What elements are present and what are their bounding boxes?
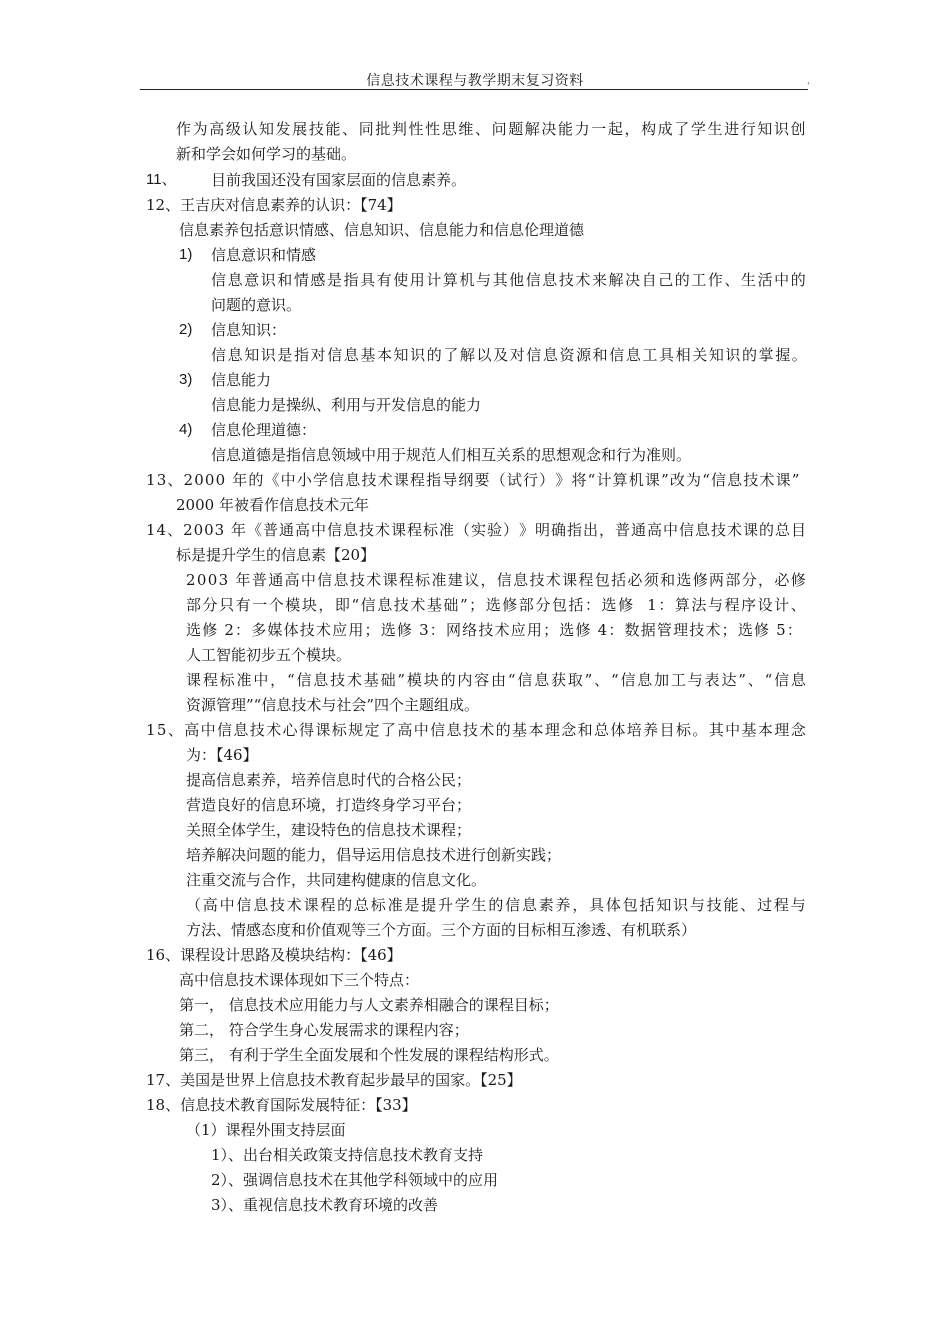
item-15-principle-3: 关照全体学生，建设特色的信息技术课程； (186, 821, 472, 839)
item-15-line-2: 为：【46】 (186, 746, 258, 764)
subitem-1-title: 信息意识和情感 (211, 246, 317, 264)
header-rule (140, 89, 808, 90)
subitem-4-title: 信息伦理道德： (211, 421, 317, 439)
item-16-summary: 高中信息技术课体现如下三个特点： (179, 971, 420, 989)
intro-line-1: 作 为 高 级 认 知 发 展 技 能 、 同 批 判 性 性 思 维 、 问 题 解 决 能 力 一 起 ， 构 成 了 学 生 进 行 知 识 创 (176, 120, 806, 138)
item-11-number: 11、 (146, 171, 177, 188)
item-12-heading: 12、王吉庆对信息素养的认识：【74】 (146, 196, 402, 214)
item-16-feature-1: 第一， 信息技术应用能力与人文素养相融合的课程目标； (179, 996, 559, 1014)
item-18-point-3: 3）、重视信息技术教育环境的改善 (211, 1196, 439, 1214)
subitem-3-number: 3) (179, 371, 193, 388)
item-14-para-2-line-1: 课 程 标 准 中 ， “ 信 息 技 术 基 础 ” 模 块 的 内 容 由 “ 信 息 获 取 ” 、 “ 信 息 加 工 与 表 达 ” 、 “ 信 息 (186, 671, 806, 689)
item-16-feature-2: 第二， 符合学生身心发展需求的课程内容； (179, 1021, 469, 1039)
item-18-subheading: （1）课程外围支持层面 (186, 1121, 346, 1139)
item-14-para-2-line-2: 资源管理”“信息技术与社会”四个主题组成。 (186, 696, 480, 714)
item-18-point-1: 1）、出台相关政策支持信息技术教育支持 (211, 1146, 484, 1164)
item-15-principle-5: 注重交流与合作，共同建构健康的信息文化。 (186, 871, 487, 889)
item-14-line-2: 标是提升学生的信息素【20】 (176, 546, 376, 564)
subitem-1-body-line-1: 信 息 意 识 和 情 感 是 指 具 有 使 用 计 算 机 与 其 他 信 息 技 术 来 解 决 自 己 的 工 作 、 生 活 中 的 (211, 271, 806, 289)
item-15-principle-1: 提高信息素养，培养信息时代的合格公民； (186, 771, 472, 789)
item-14-para-1-line-2: 部 分 只 有 一 个 模 块 ， 即 “ 信 息 技 术 基 础 ” ； 选 修 部 分 包 括 ： 选 修 1 ： 算 法 与 程 序 设 计 、 (186, 596, 806, 614)
item-13-line-1: 1 3 、 2 0 0 0 年 的 《 中 小 学 信 息 技 术 课 程 指 导 纲 要 （ 试 行 ） 》 将 “ 计 算 机 课 ” 改 为 “ 信 息 技 术 课 ” (146, 471, 800, 489)
subitem-2-number: 2) (179, 321, 193, 338)
subitem-1-number: 1) (179, 246, 193, 263)
item-15-principle-2: 营造良好的信息环境，打造终身学习平台； (186, 796, 472, 814)
intro-line-2: 新和学会如何学习的基础。 (176, 145, 357, 163)
item-12-summary: 信息素养包括意识情感、信息知识、信息能力和信息伦理道德 (179, 221, 585, 239)
item-15-line-1: 1 5 、 高 中 信 息 技 术 心 得 课 标 规 定 了 高 中 信 息 技 术 的 基 本 理 念 和 总 体 培 养 目 标 。 其 中 基 本 理 念 (146, 721, 806, 739)
subitem-2-body: 信 息 知 识 是 指 对 信 息 基 本 知 识 的 了 解 以 及 对 信 息 资 源 和 信 息 工 具 相 关 知 识 的 掌 握 。 (211, 346, 807, 364)
subitem-3-body: 信息能力是操纵、利用与开发信息的能力 (211, 396, 482, 414)
item-15-note-line-1: （ 高 中 信 息 技 术 课 程 的 总 标 准 是 提 升 学 生 的 信 息 素 养 ， 具 体 包 括 知 识 与 技 能 、 过 程 与 (186, 896, 806, 914)
item-18-heading: 18、信息技术教育国际发展特征：【33】 (146, 1096, 417, 1114)
item-13-line-2: 2000 年被看作信息技术元年 (176, 496, 369, 514)
item-14-para-1-line-3: 选 修 2 ： 多 媒 体 技 术 应 用 ； 选 修 3 ： 网 络 技 术 应 用 ； 选 修 4 ： 数 据 管 理 技 术 ； 选 修 5 ： (186, 621, 802, 639)
item-15-principle-4: 培养解决问题的能力，倡导运用信息技术进行创新实践； (186, 846, 562, 864)
item-17: 17、美国是世界上信息技术教育起步最早的国家。【25】 (146, 1071, 522, 1089)
subitem-4-body: 信息道德是指信息领域中用于规范人们相互关系的思想观念和行为准则。 (211, 446, 692, 464)
subitem-4-number: 4) (179, 421, 193, 438)
item-11-text: 目前我国还没有国家层面的信息素养。 (211, 171, 467, 189)
subitem-2-title: 信息知识： (211, 321, 287, 339)
subitem-3-title: 信息能力 (211, 371, 272, 389)
item-14-line-1: 1 4 、 2 0 0 3 年 《 普 通 高 中 信 息 技 术 课 程 标 准 （ 实 验 ） 》 明 确 指 出 ， 普 通 高 中 信 息 技 术 课 的 总 目 (146, 521, 806, 539)
item-18-point-2: 2）、强调信息技术在其他学科领域中的应用 (211, 1171, 499, 1189)
header-title: 信息技术课程与教学期末复习资料 (366, 73, 584, 89)
header-mark: ' (807, 82, 810, 92)
item-16-feature-3: 第三， 有利于学生全面发展和个性发展的课程结构形式。 (179, 1046, 559, 1064)
subitem-1-body-line-2: 问题的意识。 (211, 296, 302, 314)
item-14-para-1-line-4: 人工智能初步五个模块。 (186, 646, 352, 664)
item-14-para-1-line-1: 2 0 0 3 年 普 通 高 中 信 息 技 术 课 程 标 准 建 议 ， 信 息 技 术 课 程 包 括 必 须 和 选 修 两 部 分 ， 必 修 (186, 571, 806, 589)
item-15-note-line-2: 方法、情感态度和价值观等三个方面。三个方面的目标相互渗透、有机联系） (186, 921, 697, 939)
item-16-heading: 16、课程设计思路及模块结构：【46】 (146, 946, 402, 964)
